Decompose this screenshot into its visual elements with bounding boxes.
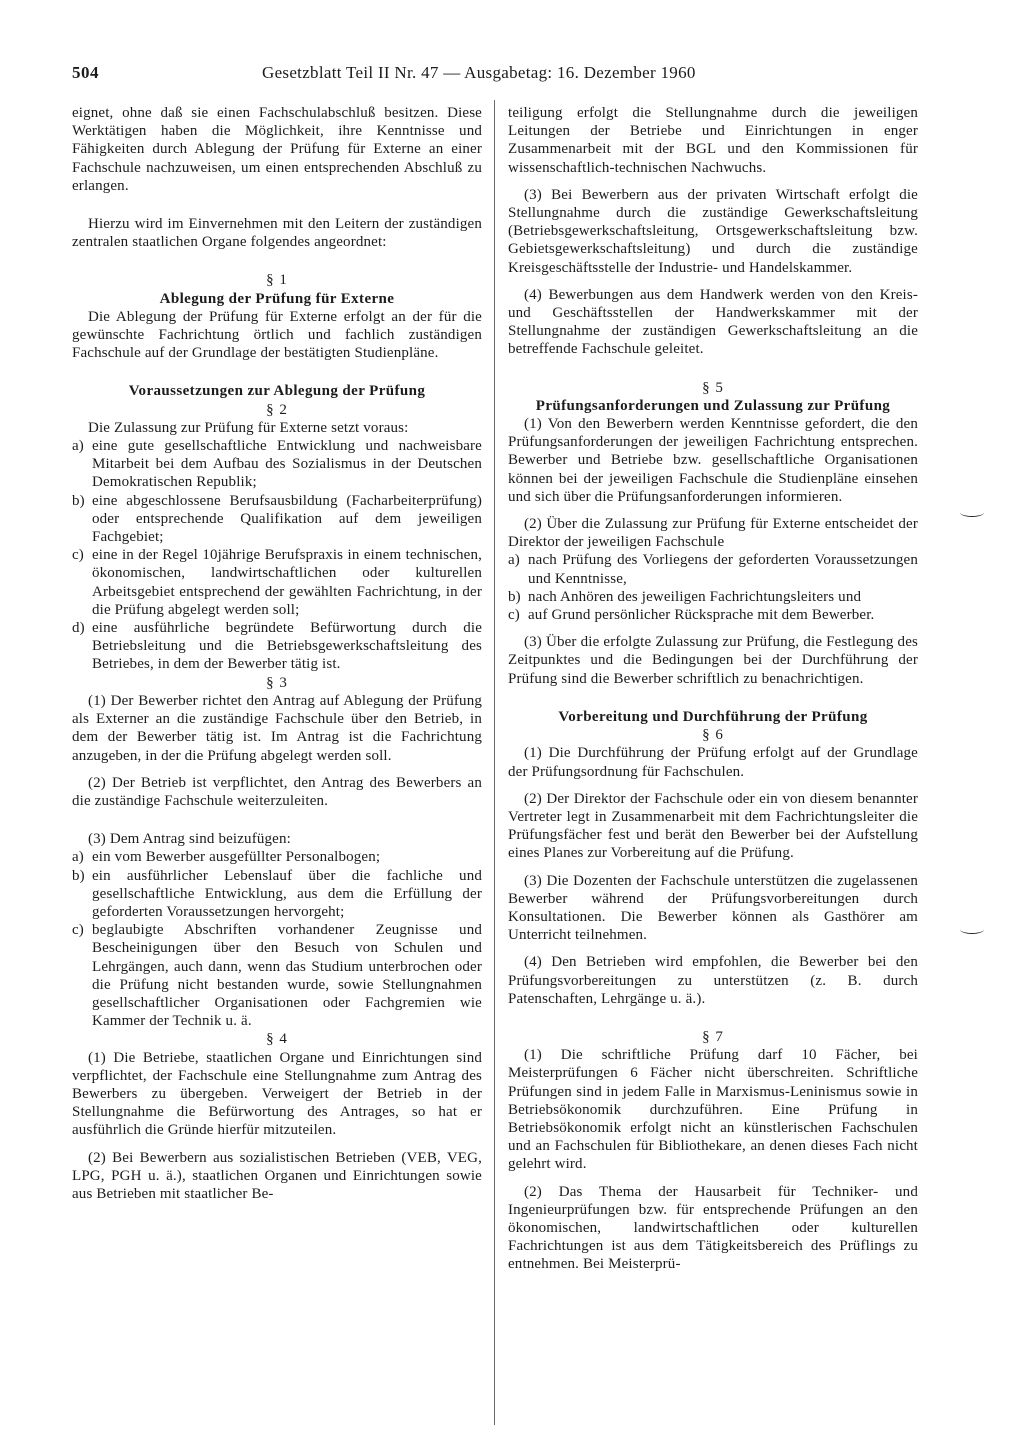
list-item-text: eine in der Regel 10jährige Berufspraxis in einem technischen, ökonomischen, landwirtschaftlichen oder kulturellen Arbeitsgebiet entsprechend der gewählten Fachrichtung, in der die Prüfung abgelegt werden soll; [92, 547, 482, 618]
list-item [508, 551, 918, 587]
list-item [72, 921, 482, 1030]
paragraph: Hierzu wird im Einvernehmen mit den Leitern der zuständigen zentralen staatlichen Organe folgendes angeordnet: [72, 216, 482, 251]
list-item-label: a) [508, 552, 520, 569]
list-item-label: b) [72, 492, 85, 509]
list-item-label: a) [72, 438, 84, 455]
paragraph: (2) Bei Bewerbern aus sozialistischen Betrieben (VEB, VEG, LPG, PGH u. ä.), staatlichen Organen und Einrichtungen sowie aus Betrieben mit staatlicher Be- [72, 1149, 482, 1202]
paragraph: (3) Bei Bewerbern aus der privaten Wirtschaft erfolgt die Stellungnahme durch die zuständige Gewerkschaftsleitung (Betriebsgewerkschaftsleitung, Ortsgewerkschaftsleitung bzw. Gebietsgewerkschaftsleitung) und durch die zuständige Kreisgeschäftsstelle der Industrie- und Handelskammer. [508, 186, 918, 276]
section-heading: Voraussetzungen zur Ablegung der Prüfung [128, 383, 426, 400]
paragraph: (4) Den Betrieben wird empfohlen, die Bewerber bei den Prüfungsvorbereitungen zu unterstützen (z. B. durch Patenschaften, Lehrgänge u. ä.). [508, 954, 918, 1007]
paragraph: Die Zulassung zur Prüfung für Externe setzt voraus: [88, 419, 409, 436]
section-number: § 4 [266, 1031, 288, 1048]
section-heading: Ablegung der Prüfung für Externe [159, 290, 395, 307]
paragraph: (2) Über die Zulassung zur Prüfung für Externe entscheidet der Direktor der jeweiligen Fachschule [508, 516, 918, 551]
list-item [72, 437, 482, 492]
section-heading: Prüfungsanforderungen und Zulassung zur Prüfung [535, 397, 891, 414]
paragraph: eignet, ohne daß sie einen Fachschulabschluß besitzen. Diese Werktätigen haben die Möglichkeit, ihre Kenntnisse und Fähigkeiten durch Ablegung der Prüfung für Externe an einer Fachschule nachzuweisen, um einen entsprechenden Abschluß zu erlangen. [72, 105, 482, 194]
list-item [508, 588, 918, 606]
list-item-text: beglaubigte Abschriften vorhandener Zeugnisse und Bescheinigungen über den Besuch von Schulen und Lehrgängen, auch dann, wenn das Studium unterbrochen oder die Prüfung nicht bestanden wurde, sowie Stellungnahmen gesellschaftlicher Organisationen oder Fachgremien wie Kammer der Technik u. ä. [92, 922, 482, 1030]
paragraph: (1) Die schriftliche Prüfung darf 10 Fächer, bei Meisterprüfungen 6 Fächer nicht überschreiten. Schriftliche Prüfungen sind in jedem Falle in Marxismus-Leninismus sowie in Betriebsökonomik durchzuführen. Eine Prüfung in Betriebsökonomik erfolgt nicht an künstlerischen Fachschulen und an Fachschulen für Bibliothekare, an denen dieses Fach nicht gelehrt wird. [508, 1047, 918, 1173]
list-item-text: auf Grund persönlicher Rücksprache mit dem Bewerber. [528, 607, 875, 624]
section-number: § 3 [266, 674, 288, 691]
right-column [508, 104, 918, 1434]
list-item-label: a) [72, 849, 84, 866]
list-item-label: c) [72, 547, 84, 564]
section-number: § 2 [266, 401, 288, 418]
list-item-label: d) [72, 620, 85, 637]
paragraph: (2) Der Direktor der Fachschule oder ein von diesem benannter Vertreter legt in Zusammenarbeit mit dem Fachrichtungsleiter die Prüfungsfächer fest und berät den Bewerber bei der Aufstellung eines Planes zur Vorbereitung auf die Prüfung. [508, 790, 918, 862]
list-item-text: eine gute gesellschaftliche Entwicklung und nachweisbare Mitarbeit bei dem Aufbau des Sozialismus in der Deutschen Demokratischen Republik; [92, 438, 482, 491]
list-item-text: nach Prüfung des Vorliegens der geforderten Voraussetzungen und Kenntnisse, [528, 552, 918, 587]
list-item-label: c) [72, 922, 84, 939]
list-item-label: c) [508, 607, 520, 624]
page-header [72, 62, 956, 88]
list-item-text: eine abgeschlossene Berufsausbildung (Facharbeiterprüfung) oder entsprechende Qualifikation auf dem jeweiligen Fachgebiet; [92, 492, 482, 546]
section-number: § 5 [702, 379, 724, 396]
margin-mark-icon [960, 925, 984, 934]
list-item [72, 492, 482, 547]
paragraph: (3) Über die erfolgte Zulassung zur Prüfung, die Festlegung des Zeitpunktes und die Bedingungen bei der Durchführung der Prüfung sind die Bewerber schriftlich zu benachrichtigen. [508, 634, 918, 687]
paragraph: (1) Der Bewerber richtet den Antrag auf Ablegung der Prüfung als Externer an die zuständige Fachschule über den Betrieb, in dem der Bewerber tätig ist. Im Antrag ist die Fachrichtung anzugeben, in der die Prüfung abgelegt werden soll. [72, 692, 482, 764]
page-number: 504 [72, 63, 99, 82]
list-item [72, 546, 482, 619]
list-item [72, 848, 482, 866]
paragraph: (2) Der Betrieb ist verpflichtet, den Antrag des Bewerbers an die zuständige Fachschule weiterzuleiten. [72, 774, 482, 809]
paragraph: (3) Die Dozenten der Fachschule unterstützen die zugelassenen Bewerber während der Prüfungsvorbereitungen durch Konsultationen. Die Bewerber können als Gasthörer am Unterricht teilnehmen. [508, 872, 918, 944]
list-item-text: eine ausführliche begründete Befürwortung durch die Betriebsleitung und die Betriebsgewerkschaftsleitung des Betriebes, in dem der Bewerber tätig ist. [92, 620, 482, 673]
paragraph: (1) Die Betriebe, staatlichen Organe und Einrichtungen sind verpflichtet, der Fachschule eine Stellungnahme zum Antrag des Bewerbers zu übergeben. Verweigert der Betrieb in der Stellungnahme die Befürwortung des Antrages, so hat er ausführlich die Gründe hierfür mitzuteilen. [72, 1049, 482, 1139]
section-heading: Vorbereitung und Durchführung der Prüfung [558, 708, 868, 725]
list-item-text: nach Anhören des jeweiligen Fachrichtungsleiters und [528, 588, 862, 605]
paragraph: (4) Bewerbungen aus dem Handwerk werden von den Kreis- und Geschäftsstellen der Handwerkskammer mit der Stellungnahme der zuständigen Gewerkschaftsleitung an die betreffende Fachschule geleitet. [508, 286, 918, 358]
column-divider [494, 100, 495, 1425]
paragraph: (1) Von den Bewerbern werden Kenntnisse gefordert, die den Prüfungsanforderungen der jeweiligen Fachrichtung entsprechen. Bewerber und Betriebe bzw. gesellschaftliche Organisationen können bei der jeweiligen Fachschule die Studienpläne einsehen und sich über die Prüfungsanforderungen informieren. [508, 416, 918, 505]
list-item-label: b) [508, 588, 521, 605]
list-item-label: b) [72, 867, 85, 884]
paragraph: teiligung erfolgt die Stellungnahme durch die jeweiligen Leitungen der Betriebe und Einrichtungen in enger Zusammenarbeit mit der BGL und den Kommissionen für wissenschaftlich-technischen Nachwuchs. [508, 105, 918, 176]
left-column [72, 104, 482, 1434]
paragraph: (3) Dem Antrag sind beizufügen: [88, 831, 291, 848]
section-number: § 6 [702, 727, 724, 744]
paragraph: (1) Die Durchführung der Prüfung erfolgt auf der Grundlage der Prüfungsordnung für Fachschulen. [508, 745, 918, 780]
section-number: § 7 [702, 1028, 724, 1045]
paragraph: (2) Das Thema der Hausarbeit für Techniker- und Ingenieurprüfungen bzw. für entsprechende Prüfungen an den ökonomischen, landwirtschaftlichen oder kulturellen Fachrichtungen ist aus dem Tätigkeitsbereich des Prüflings zu entnehmen. Bei Meisterprü- [508, 1183, 918, 1273]
list-item [508, 606, 918, 624]
list-item-text: ein ausführlicher Lebenslauf über die fachliche und gesellschaftliche Entwicklung, aus dem die Erfüllung der geforderten Voraussetzungen hervorgeht; [92, 867, 482, 920]
header-title: Gesetzblatt Teil II Nr. 47 — Ausgabetag: 16. Dezember 1960 [262, 63, 696, 82]
list-item [72, 867, 482, 922]
margin-mark-icon [960, 508, 984, 517]
list-item [72, 619, 482, 674]
paragraph: Die Ablegung der Prüfung für Externe erfolgt an der für die gewünschte Fachrichtung örtlich und fachlich zuständigen Fachschule auf der Grundlage der bestätigten Studienpläne. [72, 308, 482, 362]
section-number: § 1 [266, 272, 288, 289]
list-item-text: ein vom Bewerber ausgefüllter Personalbogen; [92, 849, 381, 866]
